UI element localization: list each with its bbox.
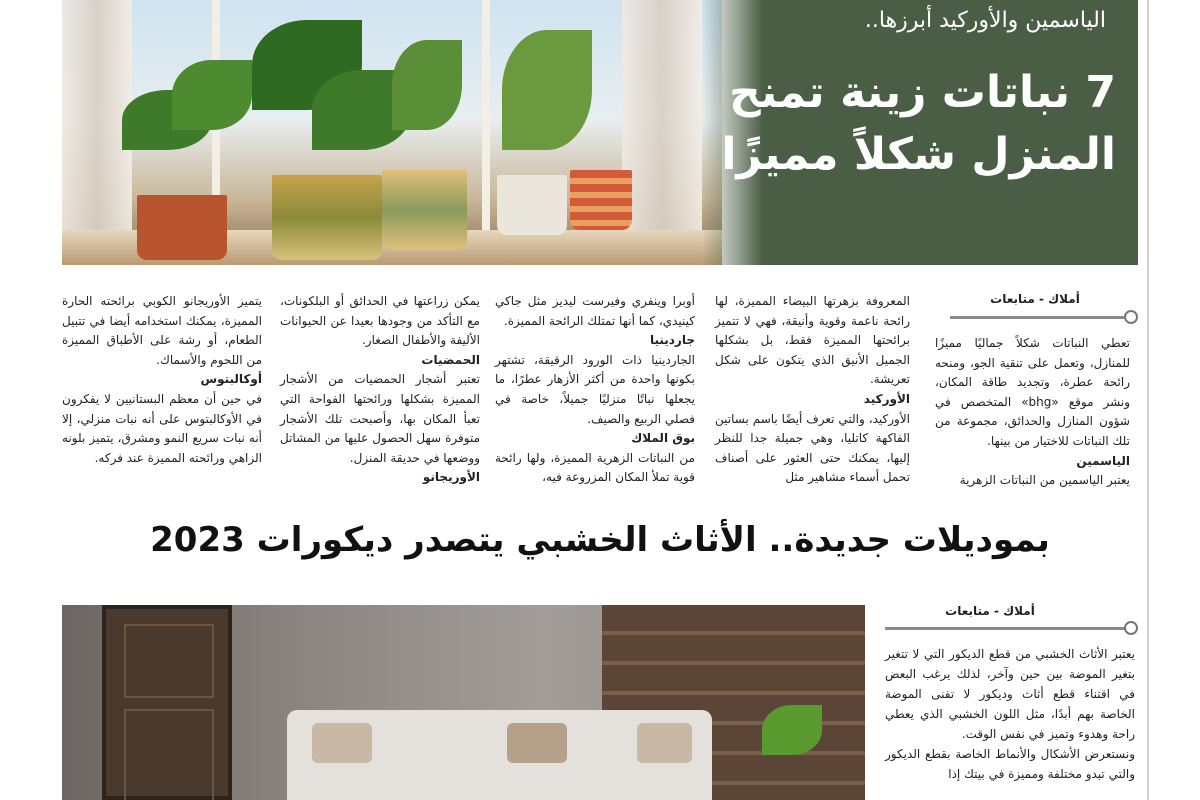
article1-column-2 <box>715 292 910 488</box>
paragraph: الجاردينيا ذات الورود الرقيقة، تشتهر بكونها واحدة من أكثر الأزهار عطرًا، ما يجعلها نباتًا منزليًا جميلاً، خاصة في فصلي الربيع والصيف. <box>495 352 695 426</box>
paragraph: يعتبر الياسمين من النباتات الزهرية <box>959 473 1130 488</box>
article1-column-5 <box>62 292 262 468</box>
paragraph: يمكن زراعتها في الحدائق أو البلكونات، مع التأكد من وجودها بعيدا عن الحيوانات الأليفة والأطفال الصغار. <box>280 294 480 348</box>
subheading: بوق الملاك <box>631 431 695 446</box>
living-room-photo <box>62 605 865 800</box>
paragraph: تعطي النباتات شكلاً جماليًا مميزًا للمنازل، وتعمل على تنقية الجو، ومنحه رائحة عطرة، وتجديد طاقة المكان، ونشر موقع «bhg» المتخصص في شؤون المنازل والحدائق، مجموعة من تلك النباتات للاختيار من بينها. <box>935 336 1130 448</box>
article1-title <box>721 62 1116 186</box>
title-line-2: المنزل شكلاً مميزًا <box>721 129 1116 180</box>
subheading: أوكالبتوس <box>200 372 262 387</box>
article2-column <box>885 644 1135 784</box>
article2-byline: أملاك - متابعات <box>945 604 1035 618</box>
paragraph: تعتبر أشجار الحمضيات من الأشجار المميزة بشكلها ورائحتها الفواحة التي تعبأ المكان بها، وأصبحت تلك الأشجار متوفرة سهل الحصول عليها من المشاتل ووضعها في حديقة المنزل. <box>280 372 480 465</box>
paragraph: أوبرا وينفري وفيرست ليديز مثل جاكي كينيدي، كما أنها تمتلك الرائحة المميزة. <box>495 294 695 328</box>
paragraph: ونستعرض الأشكال والأنماط الخاصة بقطع الديكور والتي تبدو مختلفة ومميزة في بيتك إذا <box>885 747 1135 781</box>
plants-window-photo <box>62 0 722 265</box>
paragraph: في حين أن معظم البستانيين لا يفكرون في الأوكالبتوس على أنه نبات منزلي، إلا أنه نبات سريع النمو ومشرق، يتميز بلونه الزاهي ورائحته المميزة عند فركه. <box>62 391 262 465</box>
article2-headline: بموديلات جديدة.. الأثاث الخشبي يتصدر ديكورات 2023 <box>150 520 1050 560</box>
subheading: الياسمين <box>1076 453 1130 468</box>
page-border <box>1147 0 1149 800</box>
byline-rule <box>885 627 1130 630</box>
paragraph: المعروفة بزهرتها البيضاء المميزة، لها رائحة ناعمة وقوية وأنيقة، فهي لا تتميز برائحتها المميزة فقط، بل بشكلها الجميل الأنيق الذي يتكون على شكل تعريشة. <box>715 294 910 387</box>
byline-rule <box>950 316 1130 319</box>
paragraph: يعتبر الأثاث الخشبي من قطع الديكور التي لا تتغير بتغير الموضة بين حين وآخر، لذلك يرغب البعض في اقتناء قطع أثاث وديكور لا تفنى الموضة الخاصة بهم أبدًا، مثل اللون الخشبي الذي يعطي راحة وهدوء وتميز في نفس الوقت. <box>885 647 1135 741</box>
article1-byline: أملاك - متابعات <box>990 292 1080 306</box>
subheading: الأوريجانو <box>422 470 480 485</box>
headline-panel <box>702 0 1138 265</box>
article1-hero <box>62 0 1138 265</box>
subheading: جاردينيا <box>649 333 695 348</box>
subheading: الأوركيد <box>863 391 910 406</box>
article1-column-1 <box>935 334 1130 491</box>
article1-column-4 <box>280 292 480 488</box>
paragraph: يتميز الأوريجانو الكوبي برائحته الحارة المميزة، يمكنك استخدامه أيضا في تتبيل الطعام، أو رشة على الأطباق المميزة من اللحوم والأسماك. <box>62 294 262 367</box>
paragraph: من النباتات الزهرية المميزة، ولها رائحة قوية تملأ المكان المزروعة فيه، <box>495 450 695 485</box>
paragraph: الأوركيد، والتي تعرف أيضًا باسم بساتين الفاكهة كاتليا، وهي جميلة جدا للنظر إليها، يمكنك حتى العثور على أصناف تحمل أسماء مشاهير مثل <box>715 411 910 485</box>
article1-column-3 <box>495 292 695 488</box>
title-line-1: 7 نباتات زينة تمنح <box>728 67 1116 118</box>
subheading: الحمضيات <box>421 352 480 367</box>
article1-kicker: الياسمين والأوركيد أبرزها.. <box>864 8 1106 33</box>
rule-circle-icon <box>1124 310 1138 324</box>
rule-circle-icon <box>1124 621 1138 635</box>
door <box>102 605 232 800</box>
